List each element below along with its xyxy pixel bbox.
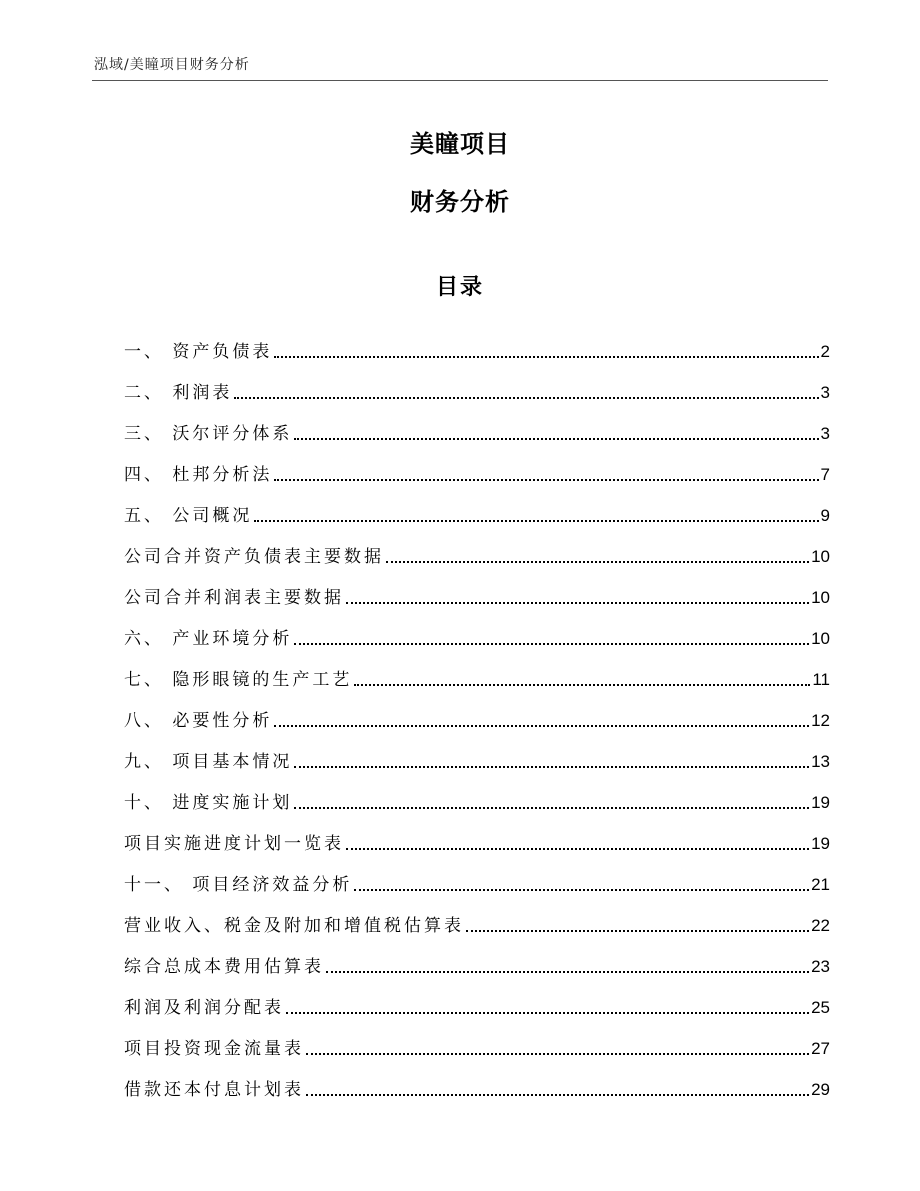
table-of-contents	[124, 321, 830, 1100]
toc-entry-label: 八、 必要性分析	[124, 711, 273, 731]
toc-entry-label: 四、 杜邦分析法	[124, 465, 273, 485]
toc-entry[interactable]	[124, 731, 830, 772]
toc-leader-dots	[354, 877, 809, 891]
toc-entry-page: 21	[811, 875, 830, 894]
toc-leader-dots	[346, 590, 809, 604]
toc-entry[interactable]	[124, 772, 830, 813]
toc-entry-label: 九、 项目基本情况	[124, 752, 293, 772]
toc-leader-dots	[306, 1041, 809, 1055]
toc-entry-page: 22	[811, 916, 830, 935]
toc-leader-dots	[286, 1000, 809, 1014]
toc-leader-dots	[326, 959, 809, 973]
toc-entry-page: 11	[812, 670, 830, 689]
toc-entry[interactable]	[124, 977, 830, 1018]
toc-entry[interactable]	[124, 854, 830, 895]
toc-entry[interactable]	[124, 485, 830, 526]
toc-entry[interactable]	[124, 567, 830, 608]
toc-entry-page: 19	[811, 793, 830, 812]
toc-entry-page: 10	[811, 629, 830, 648]
toc-entry-label: 三、 沃尔评分体系	[124, 424, 293, 444]
header-divider	[92, 80, 828, 81]
toc-leader-dots	[254, 508, 818, 522]
toc-entry-page: 7	[820, 465, 830, 484]
document-subtitle: 财务分析	[410, 188, 510, 216]
toc-entry-page: 25	[811, 998, 830, 1017]
toc-entry[interactable]	[124, 813, 830, 854]
toc-leader-dots	[234, 385, 818, 399]
toc-entry-page: 2	[820, 342, 830, 361]
toc-heading: 目录	[435, 275, 484, 300]
toc-entry[interactable]	[124, 690, 830, 731]
toc-entry-page: 3	[820, 383, 830, 402]
toc-entry-page: 10	[811, 547, 830, 566]
toc-leader-dots	[294, 754, 809, 768]
toc-entry-page: 13	[811, 752, 830, 771]
toc-entry-label: 营业收入、税金及附加和增值税估算表	[124, 916, 464, 936]
toc-entry[interactable]	[124, 321, 830, 362]
document-title: 美瞳项目	[410, 130, 510, 158]
toc-entry-page: 29	[811, 1080, 830, 1099]
toc-entry-label: 项目投资现金流量表	[124, 1039, 304, 1059]
toc-entry[interactable]	[124, 936, 830, 977]
toc-entry[interactable]	[124, 649, 830, 690]
toc-leader-dots	[466, 918, 809, 932]
toc-entry[interactable]	[124, 403, 830, 444]
toc-leader-dots	[294, 426, 818, 440]
toc-entry-page: 9	[820, 506, 830, 525]
toc-leader-dots	[354, 672, 810, 686]
toc-entry-page: 27	[811, 1039, 830, 1058]
toc-entry[interactable]	[124, 1018, 830, 1059]
toc-entry[interactable]	[124, 895, 830, 936]
toc-entry-label: 一、 资产负债表	[124, 342, 273, 362]
running-header: 泓域/美瞳项目财务分析	[94, 57, 250, 73]
toc-entry-label: 六、 产业环境分析	[124, 629, 293, 649]
toc-entry-page: 12	[811, 711, 830, 730]
toc-entry[interactable]	[124, 362, 830, 403]
toc-entry-label: 借款还本付息计划表	[124, 1080, 304, 1100]
toc-entry-label: 综合总成本费用估算表	[124, 957, 324, 977]
toc-leader-dots	[306, 1082, 809, 1096]
toc-leader-dots	[346, 836, 809, 850]
toc-leader-dots	[294, 795, 809, 809]
toc-leader-dots	[386, 549, 809, 563]
toc-entry-label: 利润及利润分配表	[124, 998, 284, 1018]
toc-entry-label: 十一、 项目经济效益分析	[124, 875, 353, 895]
toc-entry-label: 二、 利润表	[124, 383, 233, 403]
toc-leader-dots	[274, 713, 809, 727]
toc-leader-dots	[294, 631, 809, 645]
toc-entry-page: 3	[820, 424, 830, 443]
toc-entry[interactable]	[124, 1059, 830, 1100]
toc-entry-label: 项目实施进度计划一览表	[124, 834, 344, 854]
toc-leader-dots	[274, 344, 818, 358]
toc-entry-label: 七、 隐形眼镜的生产工艺	[124, 670, 353, 690]
toc-entry-label: 公司合并利润表主要数据	[124, 588, 344, 608]
toc-entry[interactable]	[124, 444, 830, 485]
toc-leader-dots	[274, 467, 818, 481]
toc-entry-label: 十、 进度实施计划	[124, 793, 293, 813]
toc-entry-page: 19	[811, 834, 830, 853]
toc-entry[interactable]	[124, 526, 830, 567]
toc-entry-page: 10	[811, 588, 830, 607]
toc-entry-label: 公司合并资产负债表主要数据	[124, 547, 384, 567]
toc-entry-page: 23	[811, 957, 830, 976]
toc-entry[interactable]	[124, 608, 830, 649]
toc-entry-label: 五、 公司概况	[124, 506, 253, 526]
